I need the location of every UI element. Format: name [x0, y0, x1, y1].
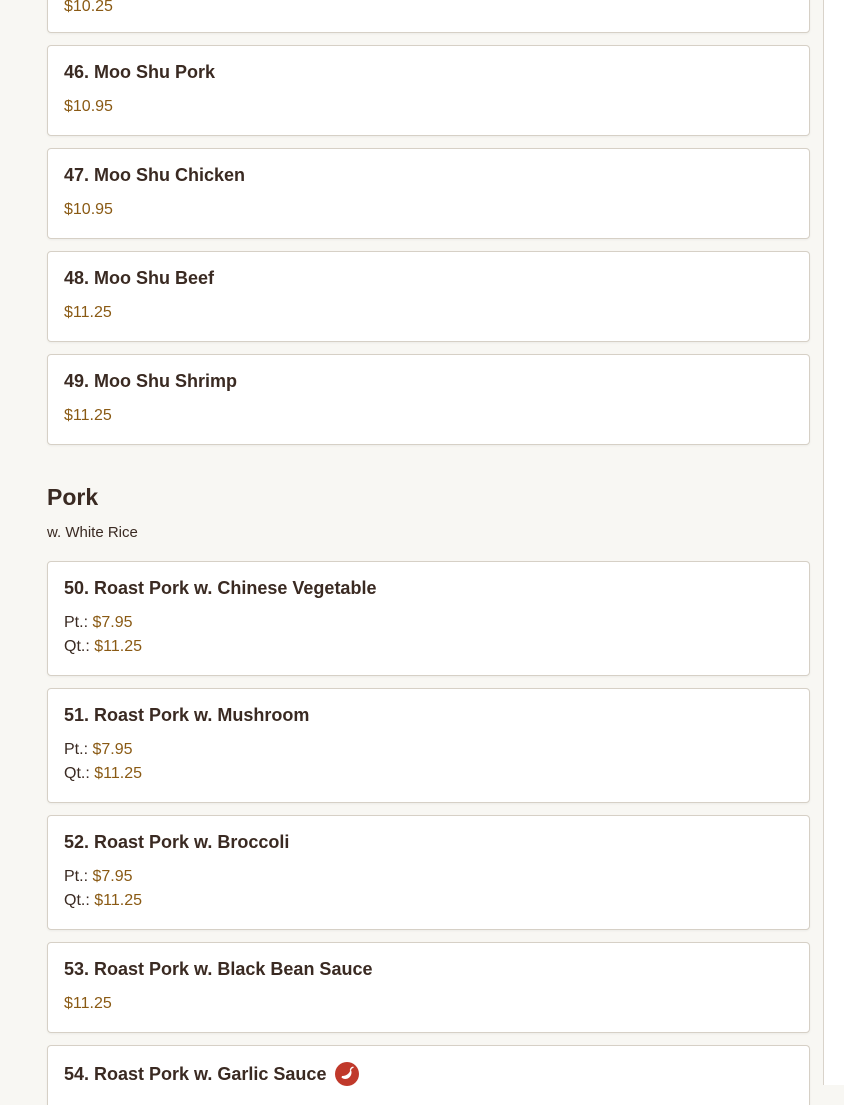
- menu-item-card[interactable]: [47, 1045, 810, 1105]
- pint-price: $7.95: [92, 868, 133, 885]
- item-title: 51. Roast Pork w. Mushroom: [64, 705, 310, 725]
- item-title: 47. Moo Shu Chicken: [64, 165, 246, 185]
- item-price: $10.25: [64, 0, 113, 15]
- right-panel-edge: [823, 0, 844, 1085]
- menu-item-card[interactable]: [47, 148, 810, 239]
- quart-price: $11.25: [94, 765, 142, 782]
- quart-label: Qt.:: [64, 765, 90, 782]
- quart-price: $11.25: [94, 892, 142, 909]
- quart-price-line: [64, 892, 142, 910]
- item-price: $11.25: [64, 995, 112, 1012]
- item-title-row: [64, 1062, 359, 1086]
- quart-label: Qt.:: [64, 638, 90, 655]
- item-title: 52. Roast Pork w. Broccoli: [64, 832, 290, 852]
- menu-item-card[interactable]: [47, 0, 810, 33]
- section-title: Pork: [47, 484, 99, 510]
- pint-price-line: [64, 614, 133, 632]
- pint-price: $7.95: [92, 614, 133, 631]
- item-title: 48. Moo Shu Beef: [64, 268, 215, 288]
- item-price: $11.25: [64, 304, 112, 321]
- quart-label: Qt.:: [64, 892, 90, 909]
- pint-label: Pt.:: [64, 614, 89, 631]
- pint-price-line: [64, 741, 133, 759]
- menu-item-card[interactable]: [47, 942, 810, 1033]
- item-price: $10.95: [64, 201, 113, 218]
- section-description: w. White Rice: [47, 524, 138, 541]
- item-title: 53. Roast Pork w. Black Bean Sauce: [64, 959, 373, 979]
- pint-price: $7.95: [92, 741, 133, 758]
- item-title: 50. Roast Pork w. Chinese Vegetable: [64, 578, 377, 598]
- pint-price-line: [64, 868, 133, 886]
- menu-item-card[interactable]: [47, 251, 810, 342]
- item-title: 54. Roast Pork w. Garlic Sauce: [64, 1063, 327, 1084]
- item-title: 49. Moo Shu Shrimp: [64, 371, 238, 391]
- item-title: 46. Moo Shu Pork: [64, 62, 216, 82]
- pint-label: Pt.:: [64, 868, 89, 885]
- menu-item-card[interactable]: [47, 45, 810, 136]
- menu-item-card[interactable]: [47, 688, 810, 803]
- spicy-pepper-icon: [335, 1062, 359, 1086]
- menu-item-card[interactable]: [47, 561, 810, 676]
- quart-price-line: [64, 765, 142, 783]
- pint-label: Pt.:: [64, 741, 89, 758]
- quart-price: $11.25: [94, 638, 142, 655]
- item-price: $10.95: [64, 98, 113, 115]
- item-price: $11.25: [64, 407, 112, 424]
- menu-item-card[interactable]: [47, 815, 810, 930]
- menu-item-card[interactable]: [47, 354, 810, 445]
- quart-price-line: [64, 638, 142, 656]
